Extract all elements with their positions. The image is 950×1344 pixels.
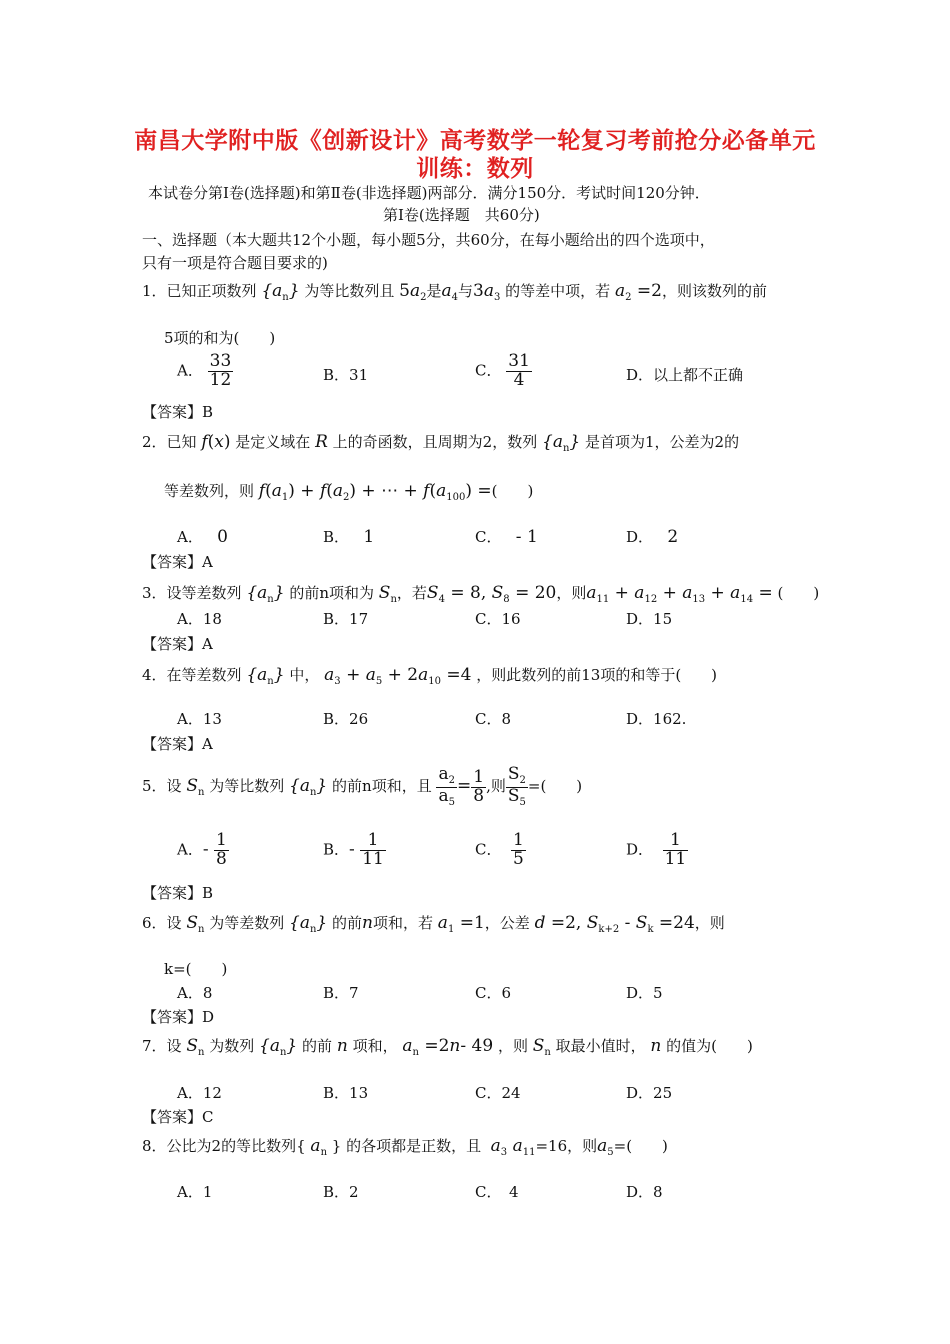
question-5-option-a: A．- $\frac{1}{8}$ <box>177 830 227 869</box>
question-1-option-c: C． $\frac{31}{4}$ <box>475 351 530 390</box>
question-8-option-a: A．1 <box>177 1183 213 1201</box>
question-5-answer: 【答案】B <box>142 884 214 902</box>
question-6-stem: 6．设 $S_n$ 为等差数列 $\{a_n\}$ 的前n项和，若 $a_1 =1$，公差 d =2, $S_{k+2} - S_k =24$，则 <box>142 913 725 935</box>
question-2-option-c: C． - 1 <box>475 527 538 547</box>
question-2-stem: 2．已知 f(x) 是定义域在 R 上的奇函数，且周期为2，数列 $\{a_n\}$ 是首项为1，公差为2的 <box>142 432 740 454</box>
question-4-option-d: D．162. <box>626 710 687 728</box>
question-4-option-b: B．26 <box>323 710 369 728</box>
question-2-option-b: B． 1 <box>323 527 375 547</box>
question-5-option-c: C． $\frac{1}{5}$ <box>475 830 524 869</box>
question-3-stem: 3．设等差数列 $\{a_n\}$ 的前n项和为 $S_n$，若$S_4 = 8$, $S_8 = 20$，则$a_{11} + a_{12} + a_{13} + a_{14}$ = ( ) <box>142 583 820 605</box>
question-1-stem-cont: 5项的和为( ) <box>164 329 276 347</box>
question-6-stem-cont: k=( ) <box>164 960 228 978</box>
question-4-option-a: A．13 <box>177 710 222 728</box>
question-2-option-a: A． 0 <box>177 527 228 547</box>
question-1-option-d: D．以上都不正确 <box>626 366 744 384</box>
question-4-stem: 4．在等差数列 $\{a_n\}$ 中， $a_3 + a_5 + 2a_{10} =4$ ，则此数列的前13项的和等于( ) <box>142 665 718 687</box>
question-4-answer: 【答案】A <box>142 735 213 753</box>
part-instructions-2: 只有一项是符合题目要求的) <box>142 254 328 272</box>
question-3-answer: 【答案】A <box>142 635 213 653</box>
question-5-option-b: B．- $\frac{1}{11}$ <box>323 830 384 869</box>
question-7-answer: 【答案】C <box>142 1108 214 1126</box>
question-1-option-a: A． $\frac{33}{12}$ <box>177 351 232 390</box>
question-1-answer: 【答案】B <box>142 403 214 421</box>
question-7-option-a: A．12 <box>177 1084 222 1102</box>
question-8-option-b: B．2 <box>323 1183 359 1201</box>
question-3-option-b: B．17 <box>323 610 369 628</box>
part-instructions-1: 一、选择题（本大题共12个小题，每小题5分，共60分，在每小题给出的四个选项中， <box>142 231 715 249</box>
question-6-option-d: D．5 <box>626 984 663 1002</box>
question-7-option-d: D．25 <box>626 1084 673 1102</box>
question-6-answer: 【答案】D <box>142 1008 215 1026</box>
question-8-option-c: C． 4 <box>475 1183 519 1201</box>
intro-text: 本试卷分第Ⅰ卷(选择题)和第Ⅱ卷(非选择题)两部分．满分150分．考试时间120分钟． <box>148 184 710 202</box>
question-7-option-b: B．13 <box>323 1084 369 1102</box>
doc-title-line1: 南昌大学附中版《创新设计》高考数学一轮复习考前抢分必备单元 <box>134 127 816 154</box>
question-8-stem: 8．公比为2的等比数列{ $a_n$ } 的各项都是正数，且 $a_3$ $a_{11}=16$，则$a_5=$( ) <box>142 1136 668 1158</box>
question-5-option-d: D． $\frac{1}{11}$ <box>626 830 687 869</box>
question-7-option-c: C．24 <box>475 1084 521 1102</box>
question-2-answer: 【答案】A <box>142 553 213 571</box>
question-1-option-b: B．31 <box>323 366 369 384</box>
question-2-stem-cont: 等差数列，则 $f(a_1) + f(a_2)$ + ⋯ + $f(a_{100})$ =( ) <box>164 481 534 503</box>
question-4-option-c: C．8 <box>475 710 512 728</box>
question-3-option-a: A．18 <box>177 610 222 628</box>
question-6-option-c: C．6 <box>475 984 512 1002</box>
question-7-stem: 7．设 $S_n$ 为数列 $\{a_n\}$ 的前 n 项和， $a_n =2n-$ 49 ，则 $S_n$ 取最小值时， n 的值为( ) <box>142 1036 753 1058</box>
question-8-option-d: D．8 <box>626 1183 663 1201</box>
question-6-option-b: B．7 <box>323 984 359 1002</box>
doc-title-line2: 训练：数列 <box>416 155 534 182</box>
question-3-option-c: C．16 <box>475 610 521 628</box>
question-2-option-d: D． 2 <box>626 527 679 547</box>
question-5-stem: 5．设 $S_n$ 为等比数列 $\{a_n\}$ 的前n项和，且 $\frac{a_2}{a_5}$ = $\frac{1}{8}$ ,则 $\frac{S_2}{S_5}$ =( ) <box>142 764 583 808</box>
question-1-stem: 1．已知正项数列 $\{a_n\}$ 为等比数列且 $5a_2$是$a_4$与$3a_3$ 的等差中项，若 $a_2 =2$，则该数列的前 <box>142 281 767 303</box>
section-title: 第Ⅰ卷(选择题 共60分) <box>383 206 540 224</box>
question-3-option-d: D．15 <box>626 610 673 628</box>
question-6-option-a: A．8 <box>177 984 213 1002</box>
